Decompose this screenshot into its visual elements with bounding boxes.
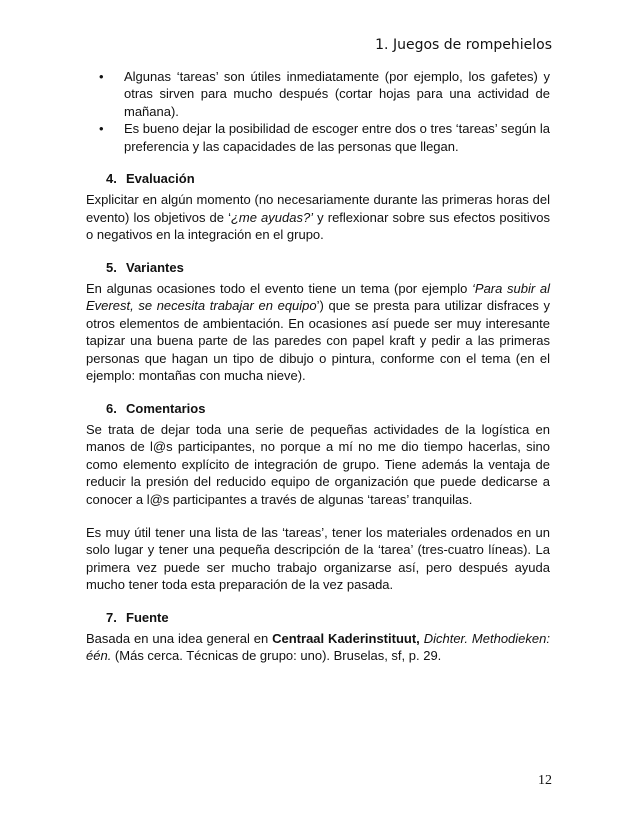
section-title: Evaluación (126, 171, 195, 187)
bold-text: Centraal Kaderinstituut, (272, 630, 420, 646)
text-run: En algunas ocasiones todo el evento tiene un tema (por ejemplo (86, 281, 473, 297)
text-run: (Más cerca. Técnicas de grupo: uno). Bruselas, sf, p. 29. (111, 648, 442, 664)
italic-text: ¿me ayudas?’ (230, 209, 314, 225)
text-run: Basada en una idea general en (86, 630, 273, 646)
bullet-item: • Es bueno dejar la posibilidad de escoger entre dos o tres ‘tareas’ según la preferencia y las capacidades de las personas que llegan. (86, 120, 550, 155)
italic-text: ‘Para subir al Everest, se necesita trabajar en equipo (86, 281, 551, 314)
page-content (86, 68, 550, 665)
section-heading-variantes (86, 259, 550, 276)
section-paragraph (86, 630, 550, 665)
section-paragraph (86, 280, 550, 384)
section-title: Fuente (126, 609, 169, 625)
section-heading-evaluacion (86, 170, 550, 187)
running-header: 1. Juegos de rompehielos (375, 37, 552, 53)
section-heading-fuente (86, 609, 550, 626)
text-run: Explicitar en algún momento (no necesariamente durante las primeras horas del evento) los objetivos de ‘ (86, 192, 550, 225)
text-run: ’) que se presta para utilizar disfraces y otros elementos de ambientación. En ocasiones así puede ser muy interesante tapizar una buena parte de las paredes con papel kraft y pedir a las primeras personas que hagan un tipo de dibujo o pintura, conforme con el tema (en el ejemplo: montañas con mucha nieve). (86, 298, 550, 384)
section-paragraph: Se trata de dejar toda una serie de pequeñas actividades de la logística en manos de l@s participantes, no porque a mí no me dio tiempo hacerlas, sino como elemento explícito de integración de grupo. Tiene además la ventaja de reducir la presión del reducido equipo de organización que puede dedicarse a conocer a l@s participantes a través de algunas ‘tareas’ tranquilas. (86, 421, 550, 507)
section-paragraph: Es muy útil tener una lista de las ‘tareas’, tener los materiales ordenados en un solo lugar y tener una pequeña descripción de la ‘tarea’ (tres-cuatro líneas). La primera vez puede ser mucho trabajo organizarse así, pero después ayuda mucho tener toda esta preparación de la vez pasada. (86, 524, 550, 593)
section-number: 4. (106, 171, 117, 187)
section-title: Comentarios (126, 400, 206, 416)
section-title: Variantes (126, 259, 184, 275)
page-number: 12 (538, 773, 552, 788)
section-number: 5. (106, 259, 117, 275)
section-paragraph (86, 191, 550, 243)
section-number: 6. (106, 400, 117, 416)
bullet-list (86, 68, 550, 155)
section-number: 7. (106, 609, 117, 625)
text-run: y reflexionar sobre sus efectos positivos o negativos en la integración en el grupo. (86, 209, 550, 243)
section-heading-comentarios (86, 400, 550, 417)
italic-text: Dichter. Methodieken: één. (86, 630, 550, 664)
bullet-item: • Algunas ‘tareas’ son útiles inmediatamente (por ejemplo, los gafetes) y otras sirven para mucho después (cortar hojas para una actividad de mañana). (86, 68, 550, 120)
